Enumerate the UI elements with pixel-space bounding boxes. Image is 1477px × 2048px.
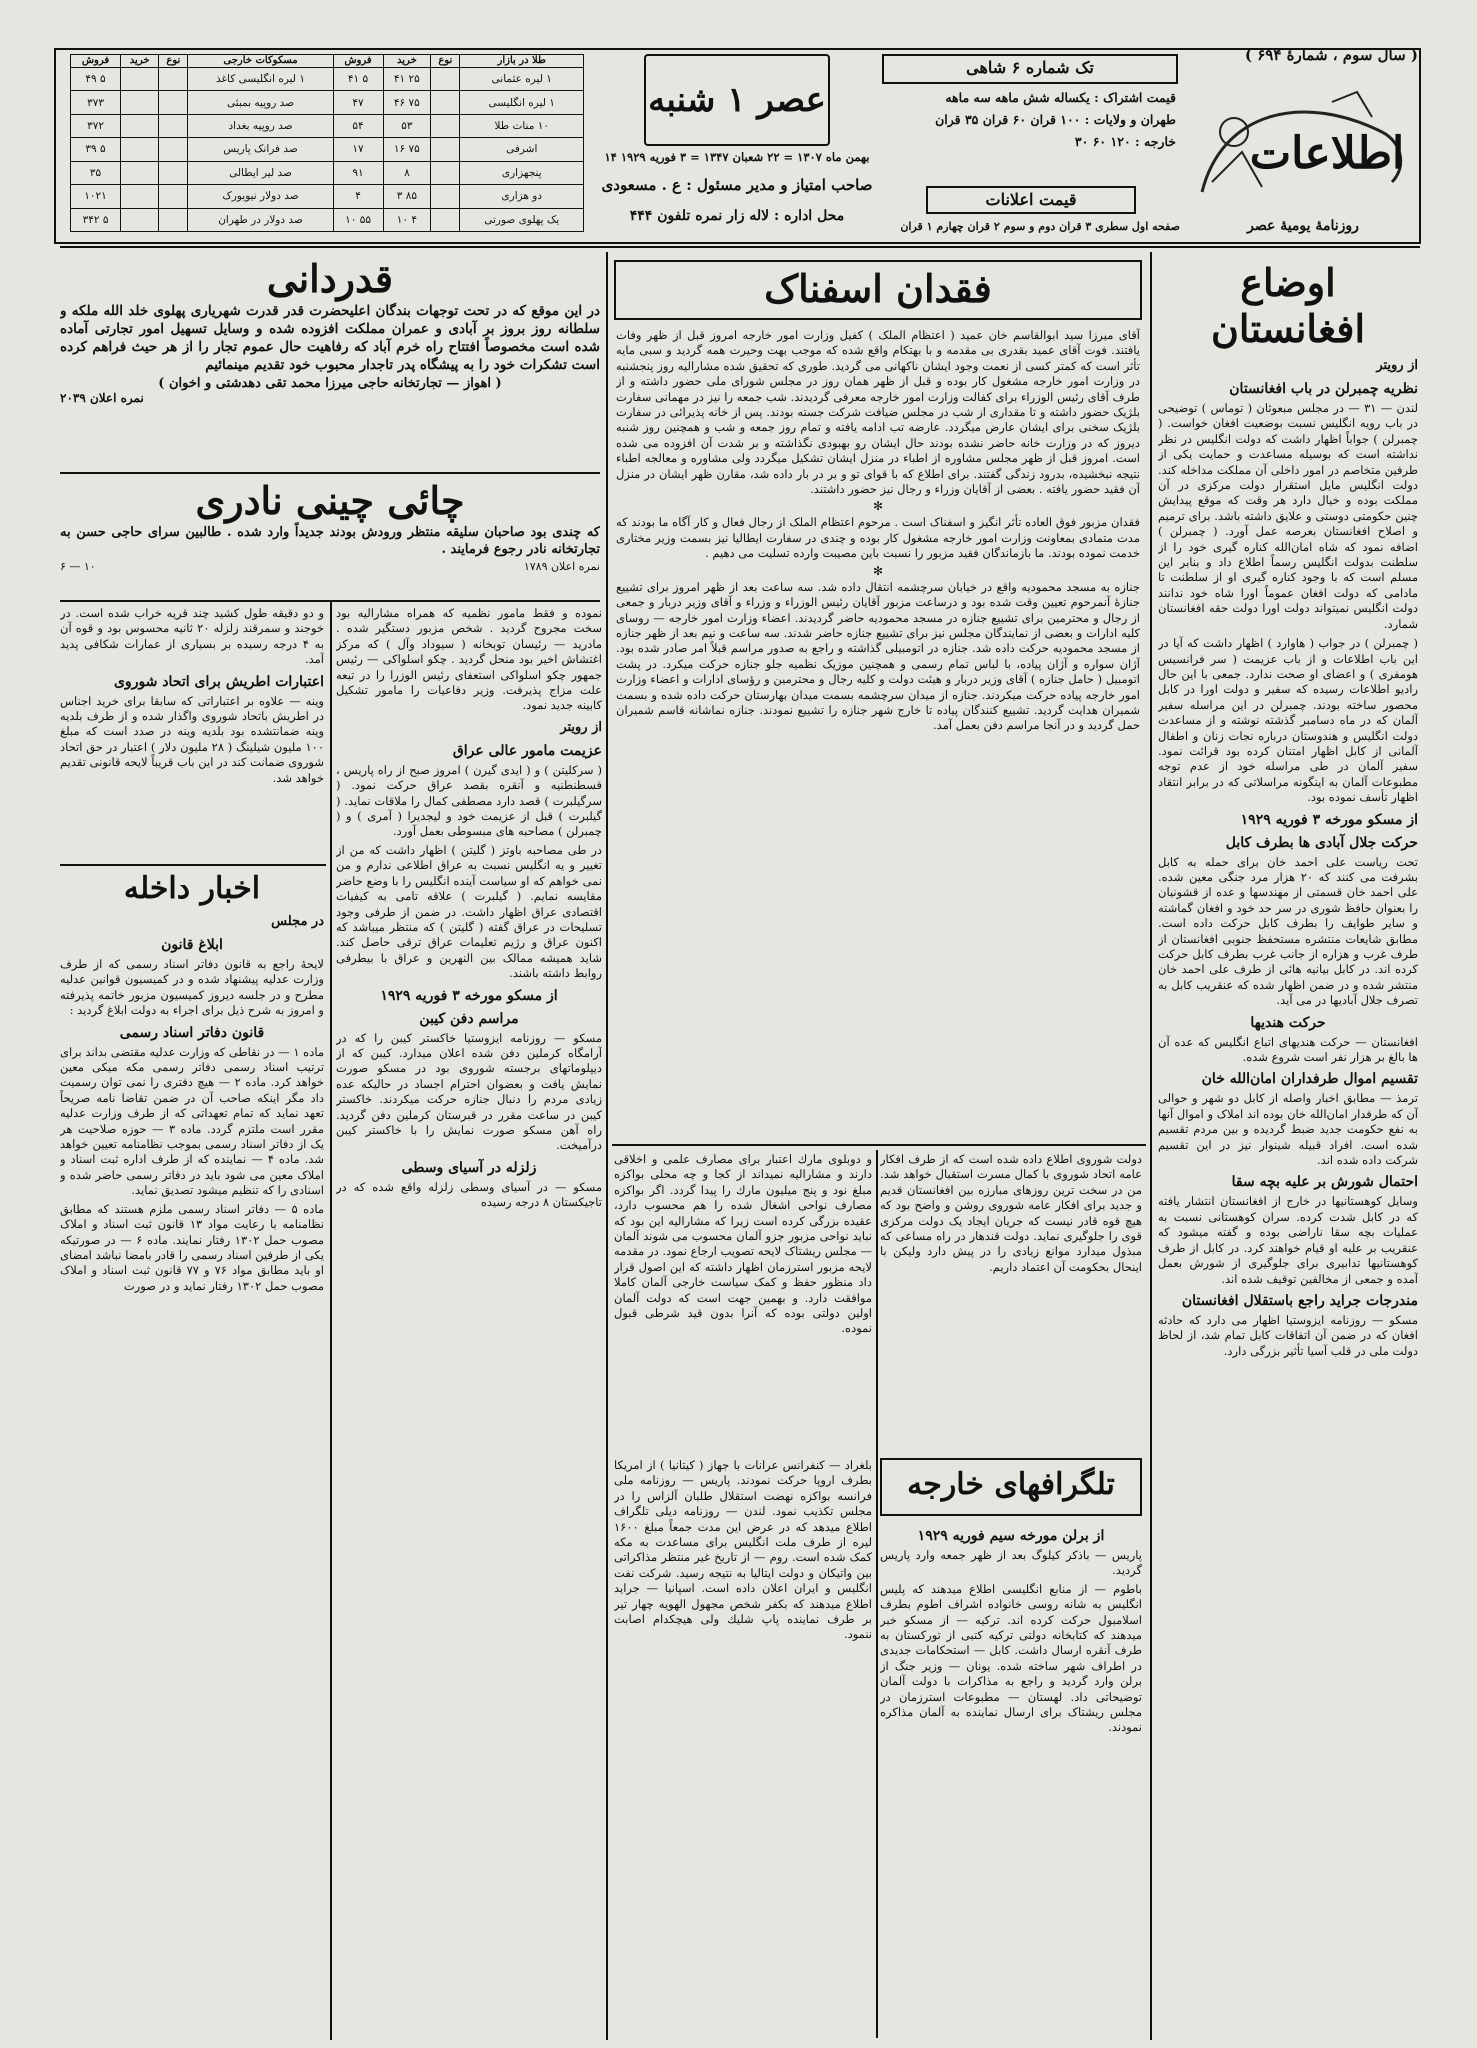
price-cell [121, 185, 159, 208]
domestic-sub1: ابلاغ قانون [161, 937, 223, 953]
foreign-top-right [880, 1152, 1142, 1452]
news2-sub2: مراسم دفن کیبن [419, 1010, 519, 1027]
foreign-top-left [614, 1152, 872, 1452]
isfahan-text: آقای میرزا سید ابوالقاسم خان عمید ( اعتظام الملک ) کفیل وزارت امور خارجه امروز قبل از ظهر وفات یافتند. فوت آقای عمید بقدری بی مقدمه و با بهتکام واقع شده که موجب بهت وحیرت همه گردید و سبی مایه تأثر است که کمتر کسی از نعمت وجود ایشان ناکهانی می گردید. طوری که تحقیق شده مشارالیه روز پنجشنبه در وزارت امور خارجه مشغول کار بوده و قبل از ظهر همان روز در مجلس شورای ملی حضور داشته و از طرف آقای رئیس الوزراء برای کفالت وزارت امور خارجه معرفی گردیدند. شب جمعه را نیز در مهمانی سفارت بلژیک حضور داشته و تا مقداری از شب در مجلس ضیافت شرکت جسته بودند. پس از خانه پذیرائی در سفارت بلژیک سخنی برای ایشان عارض میگردد. عارضه تب ادامه یافته و تمام روز جمعه و شب و همچنین روز شنبه دیروز که در وزارت خانه حاضر نشده بودند حال ایشان رو بهبودی نگذاشته و بر شدت آن افزوده می شده است. امروز قبل از ظهر مجلس مشاوره از اطباء در منزل ایشان تشکیل میگردد ولی مشاوره و معالجه اطباء نتیجه نبخشیده، بدرود زندگی گفتند. برای اطلاع که با قوای تو و بر در بار داده شد، مقارن ظهر ایشان در منزل آن فقید حضور یافته . بعضی از آقایان وزراء و رجال نیز حضور داشتند. [616, 328, 1140, 497]
paper-logo [1182, 72, 1418, 212]
afghan-text5: ترمذ — مطابق اخبار واصله از کابل دو شهر و حوالی آن که طرفدار امان‌الله خان بوده اند املاک و اموال آنها به نفع حکومت جدید ضبط گردیده و بین مردم تقسیم شده است. افراد قبیله شینوار نیز در این تقسیم شرکت داده شده اند. [1158, 1091, 1418, 1168]
price-cell: ۳۷۲ [71, 114, 121, 137]
price-cell [121, 91, 159, 114]
price-cell: ۱۰۲۱ [71, 185, 121, 208]
price-header: نوع [431, 55, 460, 68]
domestic-text2: ماده ۱ — در نقاطی که وزارت عدلیه مقتضی بداند برای ترتیب اسناد رسمی دفاتر رسمی مکه میکی معین خواهد کرد. ماده ۲ — هیچ دفتری را نمی توان رسمیت داد مگر اینکه صاحب آن در ضمن تقاضا نامه صریحاً تعهد نماید که تمام تعهداتی که از طرف وزارت عدلیه مقرر است ملتزم گردد. ماده ۳ — حوزه صلاحیت هر یک از دفاتر اسناد رسمی بموجب نظامنامه تعیین خواهد شد. ماده ۴ — نماینده که از طرف اداره ثبت اسناد و املاک معین می شود باید در دفاتر رسمی حاضر شده و اسنادی را که تنظیم میشود تصدیق نماید. [60, 1044, 324, 1198]
foreign-title: تلگرافهای خارجه [907, 1467, 1115, 1502]
price-cell [431, 114, 460, 137]
afghan-text2: ( چمبرلن ) در جواب ( هاوارد ) اظهار داشت که آیا در این باب اطلاعات و از باب عزیمت ( سر فرانسیس هومفری ) و اعضای او صحت ندارد. جمعی با این حال رادیو اطلاعات رسیده که سفیر و دولت اورا در کابل محصور ساخته بودند. چمبرلن در این مراسله سفیر آلمان که در ماه دسامبر گذشته نوشته و از مساعدت دولت انگلیس و هندوستان درباره نجات زنان و اطفال آلمانی از کابل اظهار امتنان کرده بود قرائت نمود. سفیر آلمان در طی مراسله خود از عدم توجه مطبوعات آلمان به اینگونه مراسلاتی که در برابر انتقاد اظهار تأسف نموده بود. [1158, 636, 1418, 805]
price-row [71, 91, 584, 114]
afghan-text7: مسکو — روزنامه ایزوستیا اظهار می دارد که حادثه افغان که در ضمن آن اتفاقات کابل تمام شد، از لحاظ دولت ملی در قلب آسیا تأثیر بزرگی دارد. [1158, 1312, 1418, 1358]
isfahan-article [616, 328, 1140, 1168]
tea-text: که چندی بود صاحبان سلیقه منتظر ورودش بودند جدیداً وارد شده . طالبین سرای حاجی حسن به تجارتخانه نادر رجوع فرمایند . [60, 525, 600, 557]
price-cell: ۵ ۴۹ [71, 68, 121, 91]
price-cell: اشرفی [460, 138, 584, 161]
news1-top-text: و دو دقیقه طول کشید چند قریه خراب شده است. در خوجند و سمرقند زلزله ۲۰ ثانیه محسوس بود و قوه آن به ۴ درجه رسیده بر بسیاری از عمارات شکافی پدید آمد. [60, 606, 324, 667]
domestic-text3: ماده ۵ — دفاتر اسناد رسمی ملزم هستند که مطابق نظامنامه با رعایت مواد ۱۳ قانون ثبت اسناد و املاک مصوب حمل ۱۳۰۲ رفتار نمایند. ماده ۶ — در صورتیکه یکی از طرفین اسناد رسمی را قادر بامضا نباشد امضای او باید مطابق مواد ۷۶ و ۷۷ قانون ثبت اسناد و املاک مصوب حمل ۱۳۰۲ رفتار نماید و در صورت [60, 1201, 324, 1293]
foreign-text-top2: و دوبلوی مارك اعتبار برای مصارف علمی و اخلاقی دارند و مشارالیه نمیداند از کجا و چه محلی بواکزه مبلغ نود و پنج میلیون مارك را پیدا گردد. اگر بواکزه مصارف نواحی اشغال شده را هم محسوب دارد، عقیده بزرگی کرده است زیرا که مشارالیه این بود که نباید نواحی مزبور جزو آلمان محسوب می شوند آلمان — مجلس ریشتاک لایحه تصویب ارجاع نمود. در مقدمه لایحه مزبور استرزمان اظهار داشته که این اصول قرار داد منظور حفظ و کمک سیاست خارجی آلمان کاملا موافقت دارد. و بهمین جهت است که دولت آلمان اولین دولتی بوده که آنرا بدون قید شرطی قبول نموده. [614, 1152, 872, 1336]
price-cell [431, 91, 460, 114]
price-cell: ۹۱ [333, 161, 383, 184]
tea-ad-number: نمره اعلان ۱۷۸۹ [523, 560, 600, 573]
price-cell: یک پهلوی صورتی [460, 208, 584, 231]
isfahan-title: فقدان اسفناک [764, 266, 992, 311]
afghan-sub6: احتمال شورش بر علیه بچه سقا [1231, 1174, 1418, 1191]
afghan-title: اوضاع افغانستان [1210, 260, 1366, 351]
domestic-sub2: قانون دفاتر اسناد رسمی [119, 1024, 265, 1041]
foreign-text-top: دولت شوروی اطلاع داده شده است که از طرف افکار عامه اتحاد شوروی با کمال مسرت استقبال خواهد شد. من در سخت ترین روزهای مبارزه بین افغانستان قدیم و جدید برای افکار عامه شوروی روشن و واضح بود که هیچ قوه قادر نیست که جریان ایجاد یک دولت مرکزی قوی را جلوگیری نماید. دولت قندهار در راه مساعی که مبذول میدارد موانع زیادی را در پیش دارد ولیکن با اینحال بحکومت آن اعتماد داریم. [880, 1152, 1142, 1274]
subscription-title: قیمت اشتراک : یکساله شش ماهه سه ماهه [945, 90, 1176, 105]
price-cell: ۵۵ ۱۰ [333, 208, 383, 231]
ads-title: قیمت اعلانات [926, 186, 1136, 214]
price-cell: ۵ ۴۱ [333, 68, 383, 91]
price-header: خرید [121, 55, 159, 68]
subscription-tehran: طهران و ولایات : ۱۰۰ قران ۶۰ قران ۳۵ قران [935, 112, 1176, 127]
divider-icon: ✻ [872, 563, 884, 578]
afghan-text6: وسایل کوهستانیها در خارج از افغانستان انتشار یافته که در کابل شدت کرده. سران کوهستانی نسبت به عملیات بچه سقا ناراضی بوده و گفته میشود که عنقریب بر علیه او قیام خواهند کرد. در کابل از طرف کوهستانیها تدابیری برای جلوگیری از شورش بعمل آمده و جمعی از مخالفین توقیف شده اند. [1158, 1194, 1418, 1286]
price-cell [121, 114, 159, 137]
news1-column [60, 606, 324, 856]
owner-line: صاحب امتیاز و مدیر مسئول : ع . مسعودی [601, 176, 873, 194]
afghan-text3: تحت ریاست علی احمد خان برای حمله به کابل بشرفت می کنند که ۲۰ هزار مرد جنگی معین شده. علی احمد خان قسمتی از مهندسها و عده از قشونیان را بعنوان حافظ شوری در سر حد خود و افغان گماشته و سایر طوایف را بطرف کابل حرکت داده است. مطابق شایعات منتشره مستحفظ جنوبی افغانستان از طرف غرب و هزاره از جانب غرب بطرف کابل حرکت کرده اند. در کابل بیانیه هائی از طرف علی احمد خان منتشر شده و در ضمن اظهار شده که عنقریب کابل به تصرف جلال آبادیها در می آید. [1158, 854, 1418, 1008]
foreign-date: از برلن مورخه سیم فوریه ۱۹۲۹ [917, 1528, 1105, 1544]
price-cell [121, 68, 159, 91]
tea-ad [60, 478, 600, 598]
news2-text2: ( سرکلیتن ) و ( ایدی گیرن ) امروز صبح از راه پاریس ، قسطنطنیه و آنقره بقصد عراق حرکت نمود. ( سرگیلبرت ) قصد دارد مصطفی کمال را ملاقات نماید. ( گیلبرت ) قبل از عزیمت خود و لیجدیرا ( آمری ) و ( چمبرلن ) مصاحبه های مبسوطی بعمل آورد. [336, 762, 602, 839]
price-cell [431, 161, 460, 184]
qadrdani-ad-number: نمره اعلان ۲۰۳۹ [60, 391, 144, 405]
price-cell [431, 185, 460, 208]
foreign-left-col [614, 1458, 872, 2038]
price-cell [159, 91, 188, 114]
price-cell: ۱۷ [333, 138, 383, 161]
year-issue: ( سال سوم ، شمارهٔ ۶۹۴ ) [1244, 46, 1418, 64]
qadrdani-text: در این موقع که در تحت توجهات بندگان اعلیحضرت قدر قدرت شهریاری پهلوی خلد الله ملکه و سلطانه روز بروز بر آبادی و عمران مملکت افزوده شده و وسایل تسهیل امور تجارتی آماده شده است مخصوصاً افتتاح راه خرم آباد که رفاهیت حال عموم تجار را از هر حیث فراهم کرده است تشکرات خود را به پیشگاه پدر تاجدار محبوب خود تقدیم مینمائیم [60, 303, 600, 373]
isfahan-text2: فقدان مزبور فوق العاده تأثر انگیز و اسفناک است . مرحوم اعتظام الملک از رجال فعال و کار آگاه ما بودند که مدت متمادی بمعاونت وزارت امور خارجه مشغول کار بوده و چندی در سفارت ایطالیا نیز بسمت وزیر مختاری خدمت نموده بودند. ما بازماندگان فقید مزبور را نسبت باین مصیبت وارده تسلیت می دهیم . [616, 515, 1140, 561]
news2-text3: در طی مصاحبه باوتز ( گلیتن ) اظهار داشت که من از تغییر و یه انگلیس نسبت به عراق اطلاعی ندارم و من نمی خواهم که او سیاست آینده انگلیس را با وضع حاضر مقایسه نمایم. ( گیلبرت ) علاقه تامی به کیفیات اقتصادی عراق اظهار داشت. در ضمن از طرفی وجود تسلیحات در عراق گفته ( گلیتن ) که منتظر میباشد که اکنون عراق و رژیم تعلیمات عراق ترقی حاصل کند. شاید همیشه ممالک بین النهرین و عراق با بیطرفی روابط داشته باشند. [336, 842, 602, 981]
price-row [71, 138, 584, 161]
afghan-sub7: مندرجات جراید راجع باستقلال افغانستان [1181, 1292, 1418, 1309]
price-cell: صد فرانک پاریس [188, 138, 333, 161]
price-cell: صد روپیه بغداد [188, 114, 333, 137]
tea-title: چائی چینی نادری [195, 478, 465, 523]
news2-date: از مسکو مورخه ۳ فوریه ۱۹۲۹ [380, 987, 558, 1004]
news1-sub1: اعتبارات اطریش برای اتحاد شوروی [113, 673, 324, 690]
date-line: ۱۴ بهمن ماه ۱۳۰۷ = ۲۲ شعبان ۱۳۴۷ = ۳ فوریه ۱۹۲۹ [604, 150, 870, 164]
price-cell: ۵ ۳۴۲ [71, 208, 121, 231]
price-cell: ۴ [333, 185, 383, 208]
single-price: تک شماره ۶ شاهی [966, 58, 1094, 77]
price-header: طلا در بازار [460, 55, 584, 68]
price-cell [159, 138, 188, 161]
domestic-section: در مجلس [271, 914, 324, 929]
qadrdani-title: قدردانی [266, 256, 394, 301]
price-cell [121, 208, 159, 231]
news2-text5: مسکو — در آسیای وسطی زلزله واقع شده که در تاجیکستان ۸ درجه رسیده [336, 1179, 602, 1210]
domestic-column [60, 870, 324, 2038]
price-cell: صد دولار نیویورک [188, 185, 333, 208]
news2-sub3: زلزله در آسیای وسطی [401, 1159, 537, 1176]
price-header: مسکوکات خارجی [188, 55, 333, 68]
price-cell [159, 208, 188, 231]
foreign-text-left: بلغراد — کنفرانس عرانات با جهاز ( کیتانیا ) از امریکا بطرف اروپا حرکت نمودند. پاریس — روزنامه ملی فرانسه بواکزه نهضت استقلال طلبان آلزاس را در مجلس تکذیب نمود. لندن — روزنامه دیلی تلگراف اطلاع میدهد که در عرض این مدت جمعاً مبلغ ۱۶۰۰ لیره از طرف ملت انگلیس برای مساعدت به مکه کمک شده است. روم — از تاریخ غیر منتظر مذاکراتی بین واتیکان و دولت ایتالیا به نتیجه رسید. شرکت نفت انگلیس و ایران اعلان داده است. اسپانیا — جراید اطلاع میدهند که بکفر شخص مجهول الهویه چهار تیر بر طرف نماینده پاپ شلیك ولی هیچکدام اصابت ننمود. [614, 1458, 872, 1642]
price-cell [121, 161, 159, 184]
price-table [70, 54, 584, 232]
paper-tagline: روزنامهٔ یومیهٔ عصر [1247, 218, 1359, 234]
price-cell: ۱ لیره عثمانی [460, 68, 584, 91]
price-cell: ۵۳ [383, 114, 431, 137]
price-cell: ۵۴ [333, 114, 383, 137]
price-cell: ۸ [383, 161, 431, 184]
price-cell: ۵ ۳۹ [71, 138, 121, 161]
price-cell: ۷۵ ۴۶ [383, 91, 431, 114]
foreign-text-right: باطوم — از منابع انگلیسی اطلاع میدهند که پلیس انگلیس به شانه روسی خانواده اشراف اطوم بطرف اسلامبول حرکت کرده اند. ترکیه — از مسکو خبر میدهند که کتابخانه دولتی ترکیه کتبی از تورکستان به طرف آنقره ارسال داشت. کابل — استحکامات جدیدی در اطراف شهر ساخته شده. یونان — وزیر جنگ از برلن وارد گردید و راجع به مذاکرات با دولت آلمان توضیحاتی داد. لهستان — مطبوعات استرزمان در مجلس ریشتاک برای ارسال نماینده به آلمان مذاکره نمودند. [880, 1581, 1142, 1735]
news1-text1: وینه — علاوه بر اعتباراتی که سابقا برای خرید اجناس در اطریش باتحاد شوروی واگذار شده و از طرف بلدیه وینه ضمانتشده بود بلدیه وینه در صدد است که مبلغ ۱۰۰ ملیون شیلینگ ( ۲۸ ملیون دلار ) اعتبار در حق اتحاد شوروی ضمانت کند در این باب قریباً لایحه قانونی تقدیم خواهد شد. [60, 693, 324, 785]
afghan-text4: افغانستان — حرکت هندیهای اتباع انگلیس که عده آن ها بالغ بر هزار نفر است شروع شده. [1158, 1034, 1418, 1065]
price-header: فروش [71, 55, 121, 68]
price-cell: پنجهزاری [460, 161, 584, 184]
foreign-subtitle2: پاریس — باذکر کیلوگ بعد از ظهر جمعه وارد پاریس گردید. [880, 1548, 1142, 1578]
afghan-sub5: تقسیم اموال طرفداران امان‌الله خان [1201, 1071, 1418, 1088]
price-header: خرید [383, 55, 431, 68]
price-row [71, 208, 584, 231]
tea-corner: ۶ — ۱۰ [60, 560, 96, 573]
isfahan-text3: جنازه به مسجد محمودیه واقع در خیابان سرچشمه انتقال داده شد. سه ساعت بعد از ظهر امروز برای تشییع جنازهٔ آنمرحوم تعیین وقت شده بود و درساعت مزبور آقایان رئیس الوزراء و وزراء و آقای وزیر دربار و جمعی از رجال و محترمین برای تشییع جنازه در مسجد محمودیه حاضر گردیدند. اعضاء وزارت امور خارجه — روسای کلیه ادارات و بعضی از نمایندگان مجلس نیز برای تشییع جنازه حاضر شدند. سه ساعت و نیم بعد از ظهر جنازه از مسجد محمودیه حرکت داده شد. جنازه در اتومبیلی گذاشته و راجع به صدور مراسم قبلاً امر صادر شده بود. آژان سواره و آژان پیاده، با لباس تمام رسمی و همچنین موزیک نظمیه جلو جنازه حرکت میکرد. در پشت اتومبیل ( حامل جنازه ) آقای وزیر دربار و هیئت دولت و کلیه رجال و محترمین و رؤسای ادارات و اعضاء وزارت امور خارجه پیاده حرکت میکردند. جنازه از میدان سرچشمه بسمت میدان بهارستان حرکت داده شده و بسمت شمیران هدایت گردید. تشییع کنندگان پیاده تا خارج شهر جنازه را تشییع نمودند. جنازه نماشانه قاسم شمیران حمل گردید و در آنجا مراسم دفن بعمل آمد. [616, 579, 1140, 733]
ads-rates: صفحه اول سطری ۳ قران دوم و سوم ۲ قران چهارم ۱ قران [900, 220, 1180, 233]
price-cell: ۲۵ ۴۱ [383, 68, 431, 91]
price-cell: ۱ لیره انگلیسی [460, 91, 584, 114]
price-cell: صد دولار در طهران [188, 208, 333, 231]
afghan-source: از رویتر [1376, 358, 1418, 373]
price-cell [159, 161, 188, 184]
price-cell [431, 208, 460, 231]
price-cell: ۸۵ ۳ [383, 185, 431, 208]
news2-text4: مسکو — روزنامه ایزوستیا خاکستر کیبن را که در آرامگاه کرملین دفن شده اعلان میدارد. کیبن که از دیپلوماتهای برجسته شوروی بود در مسکو صورت نمایش یافت و بعضوان احترام اجساد در حالیکه عده زیادی مردم را دنبال جنازه حرکت میکردند. خاکستر کیبن در ساعت مقرر در قبرستان کرملین دفن گردید. راه آهن مسکو صورت نمایش را با خاکستر کیبن درآمیخت. [336, 1030, 602, 1153]
price-cell [159, 68, 188, 91]
paper-name: اطلاعات [1249, 128, 1405, 179]
price-cell: ۱ لیره انگلیسی کاغذ [188, 68, 333, 91]
news2-text1: نموده و فقط مامور نظمیه که همراه مشارالیه بود سخت مجروح گردید . شخص مزبور دستگیر شده . مادرید — رئیسان توبخانه ( سیوداد وآل ) که مرکز اغتشاش اخیر بود منحل گردید . چکو اسلواکی — رئیس جمهور چکو اسلواکی استعفای رئیس الوزرا را در تبعه علت مزاج پذیرفت. وزیر دفاعیات را مامور تشکیل کابینه جدید نمود. [336, 606, 602, 713]
price-header: فروش [333, 55, 383, 68]
price-header: نوع [159, 55, 188, 68]
price-cell: ۳۵ [71, 161, 121, 184]
divider-icon: ✻ [872, 499, 884, 514]
news2-source: از رویتر [560, 719, 602, 735]
price-cell: ۴۷ [333, 91, 383, 114]
price-cell [431, 68, 460, 91]
qadrdani-signature: ( اهواز — تجارتخانه حاجی میرزا محمد تقی دهدشتی و اخوان ) [158, 376, 502, 391]
afghan-column [1158, 260, 1418, 2040]
price-row [71, 161, 584, 184]
foreign-right-col [880, 1522, 1142, 2038]
afghan-text1: لندن — ۳۱ — در مجلس مبعوثان ( توماس ) توضیحی در باب رویه انگلیس نسبت بوضعیت افغان خواست. ( چمبرلن ) جواباً اظهار داشت که دولت انگلیس در نظر نداشته است که بوسیله مساعدت و حمایت یکی از طرفین متخاصم در امور داخلی آن مملکت مداخله کند. دولت انگلیس مایل استقرار دولت مرکزی در آن مملکت بوده و خیال دارد هر وقت که موقع پیدایش چنین حکومتی دوستی و علایق داشته باشد. برای ترمیم و اصلاح افغانستان بعرصه عمل آورد. ( چمبرلن ) اضافه نمود که شاه امان‌الله کناره گیری خود را از سلطنت بدولت انگلیس رسماً اطلاع داد و بنابر این مسلم است که با وجود کناره گیری او از سلطنت تا مادامی که دولت افغان عموماً اورا شاه خود ندانند دولت انگلیس نمیتواند دولت اورا دولت حقه افغانستان شمارد. [1158, 401, 1418, 631]
afghan-sub4: حرکت هندیها [1250, 1014, 1326, 1031]
price-cell [159, 114, 188, 137]
news2-column [336, 606, 602, 2038]
subscription-abroad: خارجه : ۱۲۰ ۶۰ ۳۰ [1074, 134, 1176, 149]
qadrdani-block [60, 256, 600, 466]
price-row [71, 68, 584, 91]
domestic-text1: لایحهٔ راجع به قانون دفاتر اسناد رسمی که از طرف وزارت عدلیه پیشنهاد شده و در کمیسیون قوانین عدلیه مطرح و در جلسه دیروز کمیسیون مزبور خاتمه پذیرفته و امروز به شرح ذیل برای اجراء به دولت ابلاغ گردید : [60, 957, 324, 1018]
price-cell [431, 138, 460, 161]
price-cell: دو هزاری [460, 185, 584, 208]
afghan-sub2: از مسکو مورخه ۳ فوریه ۱۹۲۹ [1240, 811, 1418, 828]
afghan-sub3: حرکت جلال آبادی ها بطرف کابل [1225, 834, 1418, 851]
price-cell: ۷۵ ۱۶ [383, 138, 431, 161]
edition-logo-text: عصر ۱ شنبه [648, 80, 826, 120]
price-cell [159, 185, 188, 208]
price-row [71, 185, 584, 208]
office-line: محل اداره : لاله زار نمره تلفون ۴۴۴ [629, 208, 845, 224]
domestic-title: اخبار داخله [123, 871, 261, 906]
afghan-sub1: نظریه چمبرلن در باب افغانستان [1229, 381, 1418, 397]
price-cell: ۱۰ منات طلا [460, 114, 584, 137]
price-cell [121, 138, 159, 161]
news2-sub1: عزیمت مامور عالی عراق [452, 742, 602, 759]
price-cell: ۴ ۱۰ [383, 208, 431, 231]
edition-logo [644, 54, 830, 146]
price-row [71, 114, 584, 137]
price-cell: صد روپیه بمبئی [188, 91, 333, 114]
price-cell: ۳۷۳ [71, 91, 121, 114]
price-cell: صد لیر ایطالی [188, 161, 333, 184]
